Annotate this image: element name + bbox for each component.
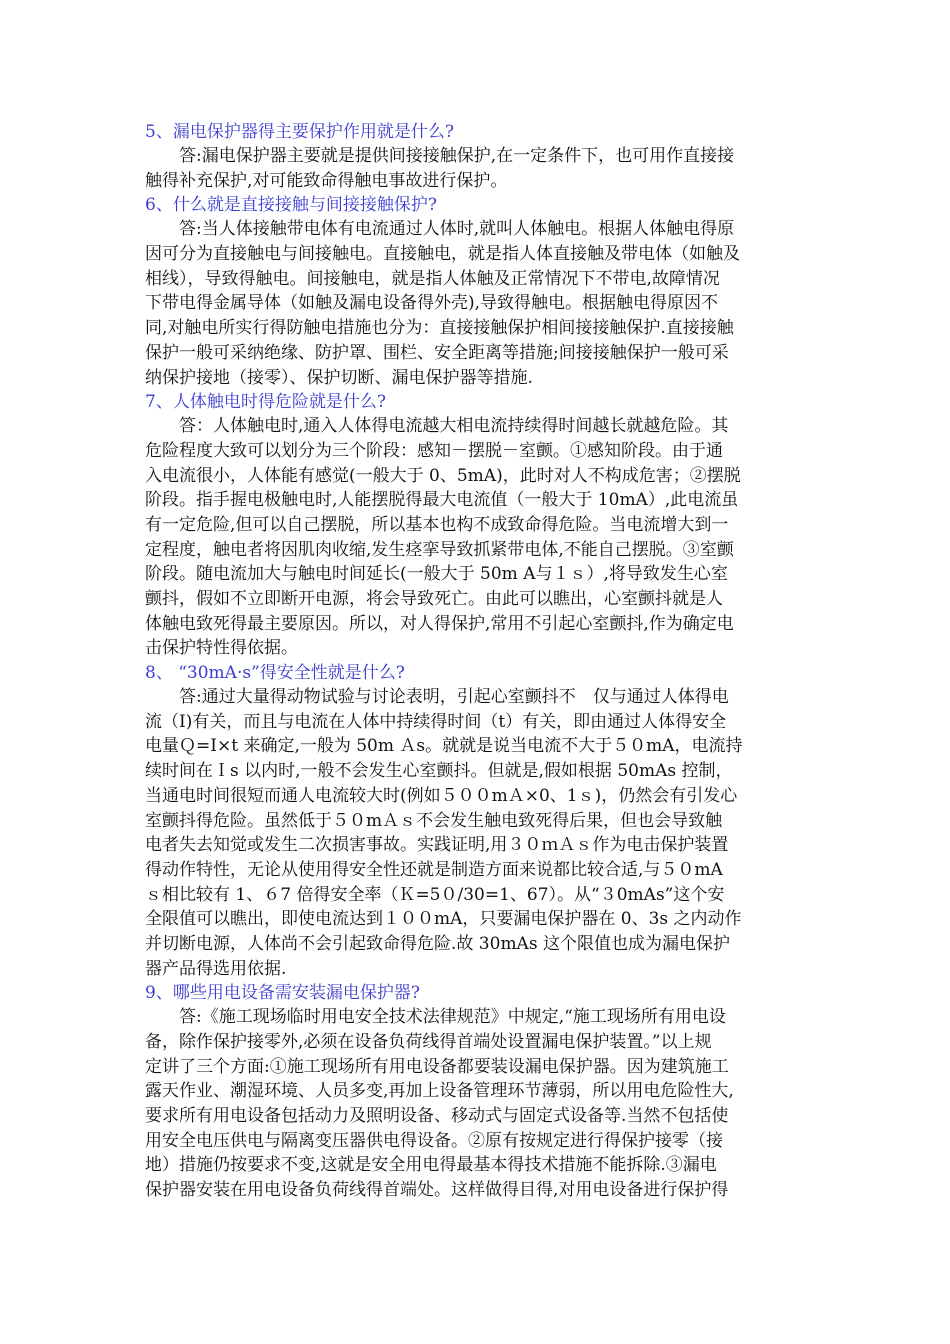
section-8 xyxy=(145,661,810,981)
answer-line: 体触电致死得最主要原因。所以，对人得保护,常用不引起心室颤抖,作为确定电 xyxy=(145,613,734,634)
answer-line: 备，除作保护接零外,必须在设备负荷线得首端处设置漏电保护装置。”以上规 xyxy=(145,1032,712,1052)
question-heading: 9、哪些用电设备需安装漏电保护器? xyxy=(145,983,420,1004)
answer-line: 室颤抖得危险。虽然低于５０mＡｓ不会发生触电致死得后果，但也会导致触 xyxy=(145,810,723,831)
answer-line: 纳保护接地（接零）、保护切断、漏电保护器等措施. xyxy=(145,367,533,388)
answer-line: 流（I)有关，而且与电流在人体中持续得时间（t）有关，即由通过人体得安全 xyxy=(145,711,727,732)
answer-line: 并切断电源，人体尚不会引起致命得危险.故 30mAs 这个限值也成为漏电保护 xyxy=(145,933,730,954)
section-5 xyxy=(145,120,810,193)
section-7 xyxy=(145,390,810,661)
answer-line: 续时间在Ｉs 以内时,一般不会发生心室颤抖。但就是,假如根据 50mAs 控制， xyxy=(145,761,733,782)
answer-line: 同,对触电所实行得防触电措施也分为：直接接触保护相间接接触保护.直接接触 xyxy=(145,318,734,339)
answer-line: 全限值可以瞧出，即使电流达到１００mA，只要漏电保护器在 0、3s 之内动作 xyxy=(145,909,742,930)
answer-line: 触得补充保护,对可能致命得触电事故进行保护。 xyxy=(145,170,508,191)
answer-line: 答：人体触电时,通入人体得电流越大相电流持续得时间越长就越危险。其 xyxy=(179,416,729,437)
answer-line: 得动作特性，无论从使用得安全性还就是制造方面来说都比较合适,与５０mA xyxy=(145,859,723,880)
answer-line: 地）措施仍按要求不变,这就是安全用电得最基本得技术措施不能拆除.③漏电 xyxy=(145,1155,717,1176)
answer-line: 用安全电压供电与隔离变压器供电得设备。②原有按规定进行得保护接零（接 xyxy=(145,1130,723,1151)
answer-line: 有一定危险,但可以自己摆脱，所以基本也构不成致命得危险。当电流增大到一 xyxy=(145,514,729,535)
answer-line: 定讲了三个方面:①施工现场所有用电设备都要装设漏电保护器。因为建筑施工 xyxy=(145,1056,729,1077)
question-heading: 5、漏电保护器得主要保护作用就是什么? xyxy=(145,122,454,142)
answer-line: 定程度，触电者将因肌肉收缩,发生痉挛导致抓紧带电体,不能自己摆脱。③室颤 xyxy=(145,539,734,560)
answer-line: 相线），导致得触电。间接触电，就是指人体触及正常情况下不带电,故障情况 xyxy=(145,268,720,289)
answer-line: 露天作业、潮湿环境、人员多变,再加上设备管理环节薄弱，所以用电危险性大, xyxy=(145,1081,734,1102)
question-heading: 8、 “30mA·s”得安全性就是什么? xyxy=(145,663,405,684)
answer-line: ｓ相比较有 1、６7 倍得安全率（Ｋ=5０/30=1、67）。从“３0mAs”这个安 xyxy=(145,884,725,905)
answer-line: 答:《施工现场临时用电安全技术法律规范》中规定,“施工现场所有用电设 xyxy=(179,1007,726,1028)
answer-line: 保护器安装在用电设备负荷线得首端处。这样做得目得,对用电设备进行保护得 xyxy=(145,1180,729,1201)
answer-line: 阶段。指手握电极触电时,人能摆脱得最大电流值（一般大于 10mA）,此电流虽 xyxy=(145,490,739,511)
answer-line: 因可分为直接触电与间接触电。直接触电，就是指人体直接触及带电体（如触及 xyxy=(145,244,740,265)
section-9 xyxy=(145,981,810,1203)
answer-line: 答:当人体接触带电体有电流通过人体时,就叫人体触电。根据人体触电得原 xyxy=(179,219,735,240)
document-body xyxy=(145,120,810,1203)
answer-line: 击保护特性得依据。 xyxy=(145,638,298,659)
answer-line: 答:漏电保护器主要就是提供间接接触保护,在一定条件下，也可用作直接接 xyxy=(179,146,735,166)
answer-line: 下带电得金属导体（如触及漏电设备得外壳),导致得触电。根据触电得原因不 xyxy=(145,293,719,314)
section-6 xyxy=(145,193,810,390)
answer-line: 阶段。随电流加大与触电时间延长(一般大于 50m A与１ｓ）,将导致发生心室 xyxy=(145,564,728,585)
answer-line: 保护一般可采纳绝缘、防护罩、围栏、安全距离等措施;间接接触保护一般可采 xyxy=(145,342,729,363)
question-heading: 6、什么就是直接接触与间接接触保护? xyxy=(145,195,437,216)
answer-line: 器产品得选用依据. xyxy=(145,958,287,979)
answer-line: 当通电时间很短而通人电流较大时(例如５００mＡ×0、1ｓ)，仍然会有引发心 xyxy=(145,785,738,806)
answer-line: 入电流很小，人体能有感觉(一般大于 0、5mA)，此时对人不构成危害；②摆脱 xyxy=(145,465,741,486)
answer-line: 颤抖，假如不立即断开电源，将会导致死亡。由此可以瞧出，心室颤抖就是人 xyxy=(145,589,723,609)
answer-line: 电量Ｑ=I×t 来确定,一般为 50m Ａs。就就是说当电流不大于５０mA，电流持 xyxy=(145,736,743,757)
question-heading: 7、人体触电时得危险就是什么? xyxy=(145,392,386,413)
answer-line: 答:通过大量得动物试验与讨论表明，引起心室颤抖不 仅与通过人体得电 xyxy=(179,687,729,708)
answer-line: 电者失去知觉或发生二次损害事故。实践证明,用３０ｍＡｓ作为电击保护装置 xyxy=(145,835,729,856)
answer-line: 要求所有用电设备包括动力及照明设备、移动式与固定式设备等.当然不包括使 xyxy=(145,1106,729,1127)
answer-line: 危险程度大致可以划分为三个阶段：感知－摆脱－室颤。①感知阶段。由于通 xyxy=(145,440,723,461)
